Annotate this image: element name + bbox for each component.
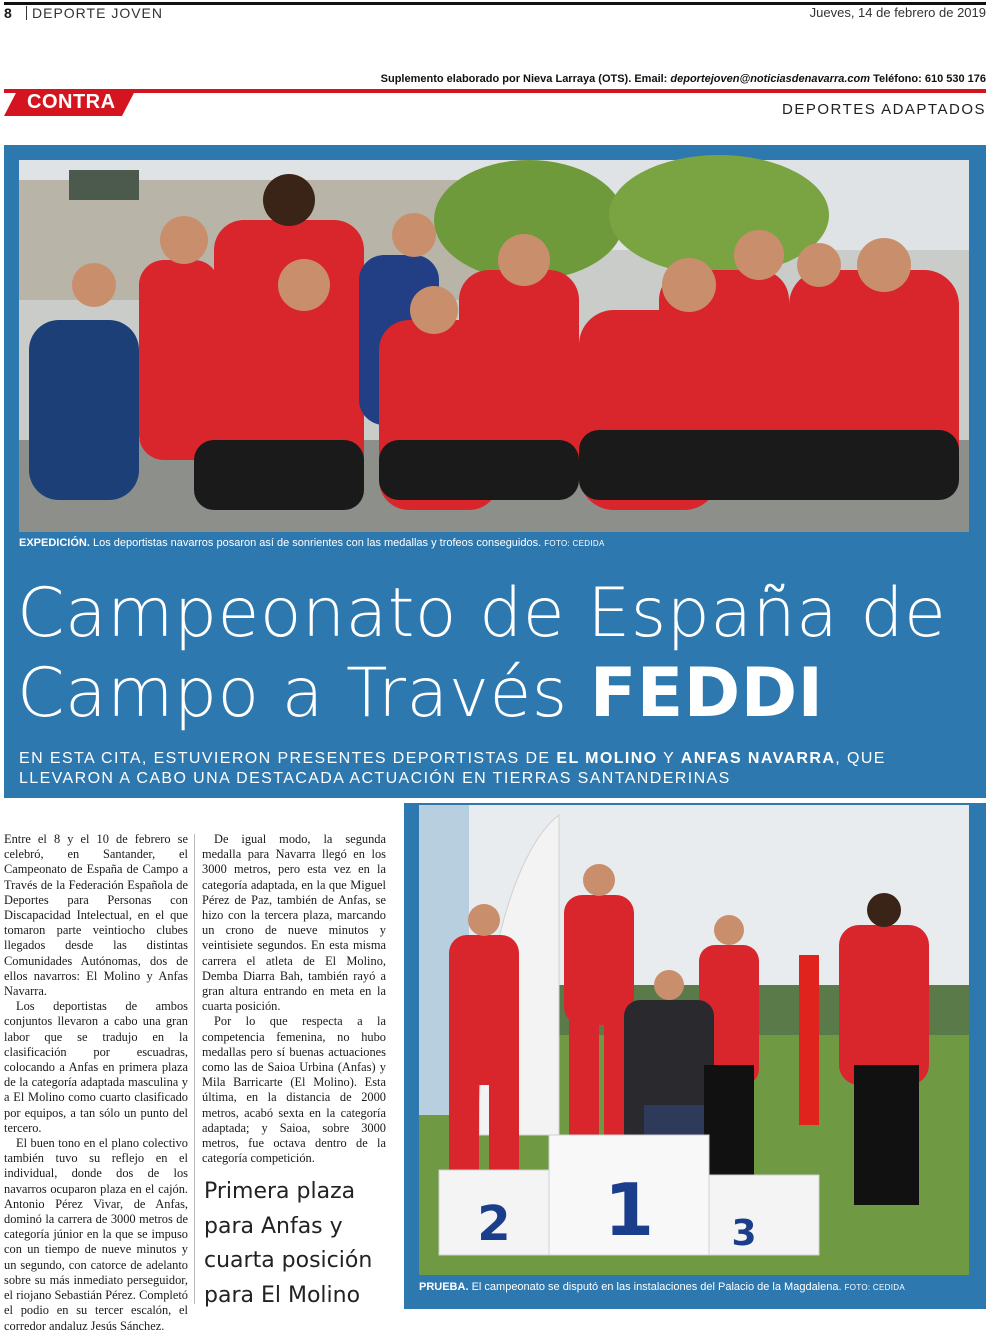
article-paragraph: Los deportistas de ambos conjuntos llevaron a cabo una gran labor que se tradujo en la clasificación por escuadras, colocando a Anfas en primera plaza de la categoría adaptada masculina y a El Molino como cuarto clasificado por equipos, a tan sólo un punto del tercero. xyxy=(4,999,188,1135)
article-paragraph: Entre el 8 y el 10 de febrero se celebró, en Santander, el Campeonato de España de Campo a Través de la Federación Española de Deportes para Personas con Discapacidad Intelectual, en el que tomaron parte veintiocho clubes llegados desde las distintas Comunidades Autónomas, dos de ellos navarros: El Molino y Anfas Navarra. xyxy=(4,832,188,999)
article-paragraph: El buen tono en el plano colectivo también tuvo su reflejo en el individual, donde dos de los navarros ocuparon plaza en el cajón. Antonio Pérez Vivar, de Anfas, dominó la carrera de 3000 metros de categoría júnior en la que se impuso con un tiempo de nueve minutos y un segundo, con catorce de adelanto sobre su más inmediato perseguidor, el riojano Sebastián Pérez. Completó el podio en su tercer escalón, el corredor andaluz Jesús Sánchez. xyxy=(4,1136,188,1333)
headline-line-1: Campeonato de España de xyxy=(17,574,947,653)
headline xyxy=(17,574,977,734)
deck-part-2: Y xyxy=(663,750,675,767)
supplement-credits xyxy=(381,73,986,85)
podium-second-number: 2 xyxy=(477,1196,511,1252)
pull-quote-line: para Anfas y xyxy=(204,1213,343,1239)
team-photo xyxy=(19,160,969,532)
top-caption-lead: EXPEDICIÓN. xyxy=(19,537,90,549)
podium-first-number: 1 xyxy=(603,1168,655,1252)
publication-date: Jueves, 14 de febrero de 2019 xyxy=(809,5,986,20)
headline-line-2-bold: FEDDI xyxy=(589,654,824,733)
section-name: DEPORTE JOVEN xyxy=(32,5,163,21)
article-paragraph: De igual modo, la segunda medalla para Navarra llegó en los 3000 metros, pero esta vez en la categoría adaptada, en la que Miguel Pérez de Paz, también de Anfas, se hizo con la tercera plaza, marcando un crono de nueve minutos y veintisiete segundos. En esta misma carrera el atleta de El Molino, Demba Diarra Bah, también rayó a gran altura entrando en meta en la cuarta posición. xyxy=(202,832,386,1014)
top-caption-credit: FOTO: CEDIDA xyxy=(544,539,605,548)
contra-bar xyxy=(4,89,986,93)
pull-quote-line: Primera plaza xyxy=(204,1179,356,1204)
article-column-2 xyxy=(202,832,386,1166)
credits-prefix: Suplemento elaborado por Nieva Larraya (OTS). Email: xyxy=(380,73,668,85)
contra-label: CONTRA xyxy=(27,91,116,113)
deck xyxy=(19,749,969,789)
deck-part-1: EN ESTA CITA, ESTUVIERON PRESENTES DEPORTISTAS DE xyxy=(19,750,551,767)
pull-quote-line: cuarta posición xyxy=(204,1248,373,1273)
header-separator xyxy=(26,6,27,20)
column-divider xyxy=(194,834,195,1304)
podium-photo-caption xyxy=(419,1281,905,1293)
credits-phone: Teléfono: 610 530 176 xyxy=(873,73,986,85)
page-number: 8 xyxy=(4,5,12,21)
bottom-caption-lead: PRUEBA. xyxy=(419,1281,469,1293)
headline-line-2 xyxy=(17,654,977,734)
pull-quote xyxy=(204,1175,394,1313)
article-column-1 xyxy=(4,832,188,1334)
article-paragraph: Por lo que respecta a la competencia femenina, no hubo medallas pero sí buenas actuaciones como las de Saioa Urbina (Anfas) y Mila Barricarte (El Molino). Esta última, en la distancia de 2000 metros, acabó sexta en la categoría adaptada; y Saioa, sobre 3000 metros, fue octava dentro de la categoría competición. xyxy=(202,1014,386,1166)
deck-part-3: , QUE LLEVARON A CABO UNA DESTACADA ACTUACIÓN EN TIERRAS SANTANDERINAS xyxy=(19,750,886,787)
headline-line-2-light: Campo a Través xyxy=(17,654,568,733)
podium-photo xyxy=(419,805,969,1275)
deck-bold-1: EL MOLINO xyxy=(556,750,658,767)
credits-email[interactable]: deportejoven@noticiasdenavarra.com xyxy=(670,73,871,85)
bottom-caption-credit: FOTO: CEDIDA xyxy=(844,1283,905,1292)
top-caption-text: Los deportistas navarros posaron así de sonrientes con las medallas y trofeos conseguidos. xyxy=(92,537,542,549)
podium-third-number: 3 xyxy=(731,1213,757,1254)
top-photo-caption xyxy=(19,537,605,549)
deck-bold-2: ANFAS NAVARRA xyxy=(680,750,836,767)
bottom-caption-text: El campeonato se disputó en las instalaciones del Palacio de la Magdalena. xyxy=(471,1281,842,1293)
pull-quote-line: para El Molino xyxy=(204,1282,361,1308)
subsection-title: DEPORTES ADAPTADOS xyxy=(782,101,986,118)
